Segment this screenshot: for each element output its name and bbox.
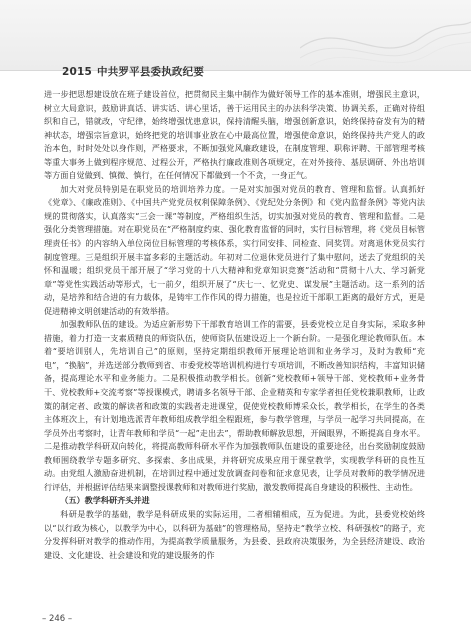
decorative-wave-graphic — [300, 8, 471, 78]
paragraph: 科研是教学的基础，教学是科研成果的实际运用，二者相辅相成，互为促进。为此，县委党校始终以“以行政为核心，以教学为中心，以科研为基础”的管理格局，坚持走“教学立校、科研强校”的路子，充分发挥科研对教学的推动作用，为提高教学质量服务，为县委、县政府决策服务，为全县经济建设、政治建设、文化建设、社会建设和党的建设服务的作 — [44, 508, 425, 560]
page-header — [0, 0, 471, 84]
page-number: – 246 – — [42, 614, 73, 624]
paragraph: 加强教师队伍的建设。为适应新形势下干部教育培训工作的需要，县委党校立足自身实际，采取多种措施，着力打造一支素质精良的师资队伍，使师资队伍建设迈上一个新台阶。一是强化理论教师队伍。本着“要培训别人，先培训自己”的原则，坚持定期组织教师开展理论培训和业务学习，及时为教师“充电”，“换脑”，并选送部分教师到省、市委党校等培训机构进行专项培训，不断改善知识结构，丰富知识储备，提高理论水平和业务能力。二是积极推动教学相长。创新“党校教师+领导干部、党校教师+业务骨干、党校教师+交流考察”等授课模式，聘请多名领导干部、企业精英和专家学者担任党校兼职教师，让政策的制定者、政策的解读者和政策的实践者走进课堂，促使党校教师博采众长，教学相长，在学生的各类主体班次上，有计划地选派青年教师组成教学组全程跟班，参与教学管理，与学员一起学习共同提高，在学员外出考察时，让青年教师和学员“一起”走出去”，帮助教师解放思想，开阔眼界，不断提高自身水平。二是推动教学科研双向转化，将提高教师科研水平作为加强教师队伍建设的重要途径，出台奖励制度鼓励教师围绕教学专题多研究、多探索、多出成果，并将研究成果应用于课堂教学，实现教学科研的良性互动。由党组人激励奋进机制，在培训过程中通过发放调查问卷和征求意见表，让学员对教师的教学情况进行评估，并根据评估结果来调整授课教师和对教师进行奖励，激发教师提高自身建设的积极性、主动性。 — [44, 319, 425, 492]
running-header-title — [62, 64, 204, 79]
paragraph: 进一步把思想建设放在班子建设首位，把贯彻民主集中制作为做好领导工作的基本准则，增强民主意识，树立大局意识，鼓励讲真话、讲实话、讲心里话，善于运用民主的办法科学决策、协调关系，正确对待组织和自己，错就改，守纪律，始终增强忧患意识，保持清醒头脑，增强创新意识，始终保持奋发有为的精神状态，增强宗旨意识，始终把党的培训事业放在心中最高位置，增强使命意识，始终保持共产党人的政治本色，时时处处以身作则，严格要求，不断加强党风廉政建设，在制度管理、职称评聘、干部管理考核等重大事务上做到程序规范、过程公开，严格执行廉政准则各项规定，在对外接待、基层调研、外出培训等方面自觉做到、慎微、慎行，在任何情况下都做到一个不贪，一身正气。 — [44, 89, 425, 181]
paragraph: 加大对党员特别是在职党员的培训培养力度。一是对实加强对党员的教育、管理和监督。认真抓好《党章》、《廉政准则》、《中国共产党党员权利保障条例》、《党纪处分条例》和《党内监督条例》等党内法规的贯彻落实，认真落实“三会一课”等制度，严格组织生活，切实加强对党员的教育、管理和监督。二是强化分类管理措施。对在职党员在“严格制度约束、强化教育监督的同时，实行目标管理，将《党员目标管理责任书》的内容纳入单位岗位目标管理的考核体系，实行同安排、同检查、同奖罚。对离退休党员实行制度管理。三是组织开展丰富多彩的主题活动。年初对二位退休党员进行了集中慰问，送去了党组织的关怀和温暖；组织党员干部开展了“学习党的十八大精神和党章知识竞赛”活动和“贯彻十八大、学习新党章”等党性实践活动等形式，七一前夕，组织开展了“庆七一、忆党史、谋发展”主题活动。这一系列的活动，是培养和结合进的有力载体，是铸牢工作作风的得力措施，也是拉近干部职工距离的最好方式，更是促进精神文明创建活动的有效举措。 — [44, 183, 425, 316]
body-text — [44, 88, 425, 562]
header-title-text: 中共罗平县委执政纪要 — [97, 66, 205, 78]
section-heading: （五）教学科研齐头并进 — [60, 495, 150, 506]
header-year: 2015 — [62, 66, 93, 78]
